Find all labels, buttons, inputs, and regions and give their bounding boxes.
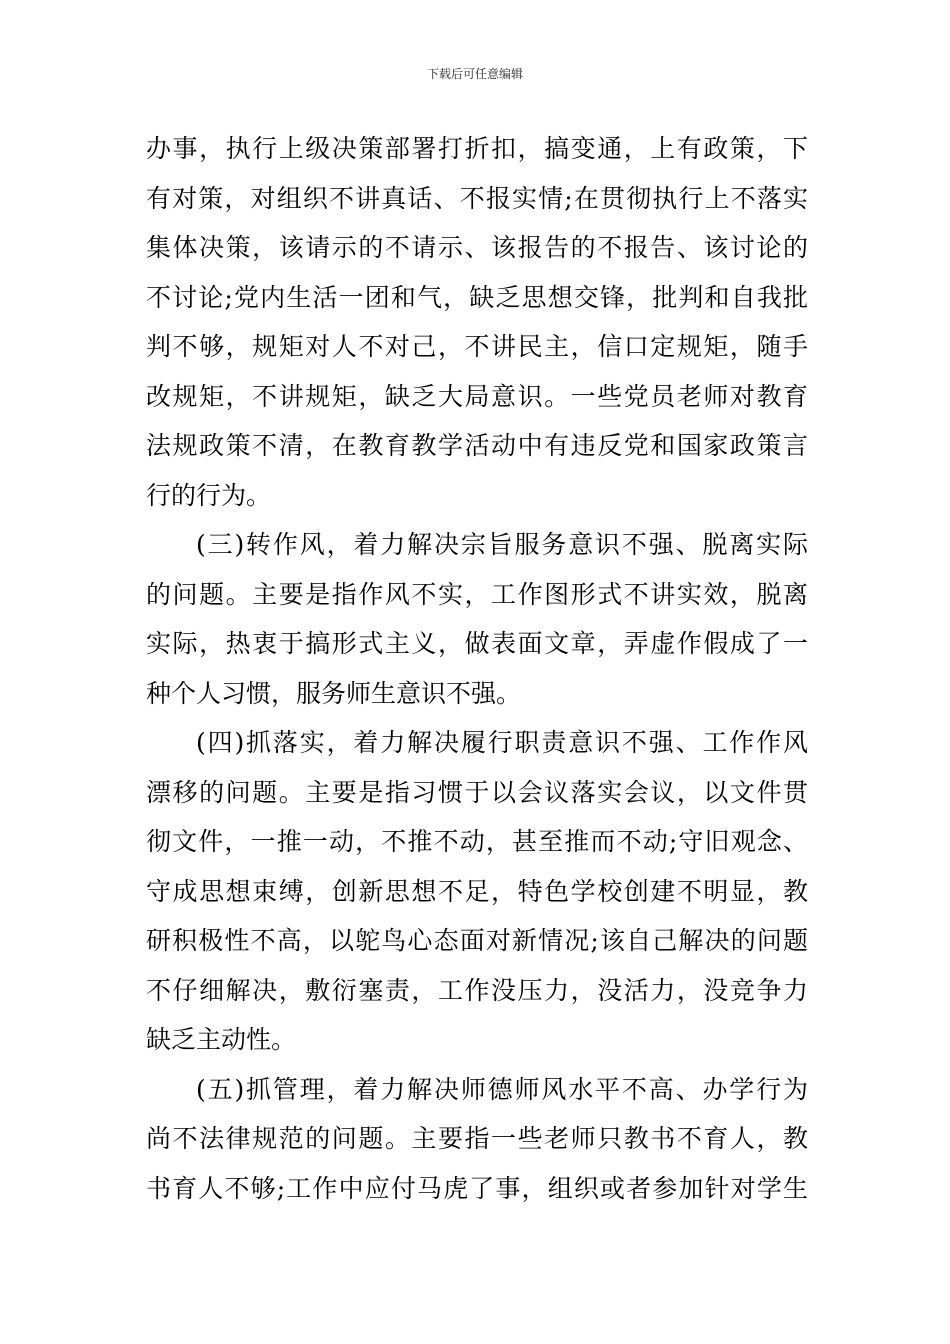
text-line: 不讨论;党内生活一团和气，缺乏思想交锋，批判和自我批 (146, 282, 808, 312)
text-line: 尚不法律规范的问题。主要指一些老师只教书不育人，教 (146, 1124, 808, 1153)
text-line: 守成思想束缚，创新思想不足，特色学校创建不明显，教 (146, 876, 808, 906)
text-line: (五)抓管理，着力解决师德师风水平不高、办学行为 (196, 1074, 808, 1104)
text-line: 集体决策，该请示的不请示、该报告的不报告、该讨论的 (146, 233, 808, 262)
text-line: 书育人不够;工作中应付马虎了事，组织或者参加针对学生 (146, 1173, 808, 1203)
text-line: (四)抓落实，着力解决履行职责意识不强、工作作风 (196, 728, 808, 757)
text-line: 办事，执行上级决策部署打折扣，搞变通，上有政策，下 (146, 134, 808, 163)
text-line: 实际，热衷于搞形式主义，做表面文章，弄虚作假成了一 (146, 629, 808, 658)
page-header: 下载后可任意编辑 (426, 67, 523, 81)
text-line: 彻文件，一推一动，不推不动，甚至推而不动;守旧观念、 (146, 827, 808, 856)
document-body (146, 124, 808, 1213)
text-line: 不仔细解决，敷衍塞责，工作没压力，没活力，没竞争力 (146, 975, 808, 1005)
text-line: 研积极性不高，以鸵鸟心态面对新情况;该自己解决的问题 (146, 926, 808, 955)
text-line: 判不够，规矩对人不对己，不讲民主，信口定规矩，随手 (146, 332, 808, 361)
text-line: (三)转作风，着力解决宗旨服务意识不强、脱离实际 (196, 530, 808, 559)
text-line: 的问题。主要是指作风不实，工作图形式不讲实效，脱离 (146, 579, 808, 609)
text-line: 法规政策不清，在教育教学活动中有违反党和国家政策言 (146, 431, 808, 460)
text-line: 行的行为。 (146, 480, 272, 510)
text-line: 种个人习惯，服务师生意识不强。 (146, 678, 522, 708)
text-line: 缺乏主动性。 (146, 1025, 297, 1054)
text-line: 改规矩，不讲规矩，缺乏大局意识。一些党员老师对教育 (146, 381, 808, 411)
text-line: 有对策，对组织不讲真话、不报实情;在贯彻执行上不落实 (146, 183, 808, 213)
text-line: 漂移的问题。主要是指习惯于以会议落实会议，以文件贯 (146, 777, 808, 807)
